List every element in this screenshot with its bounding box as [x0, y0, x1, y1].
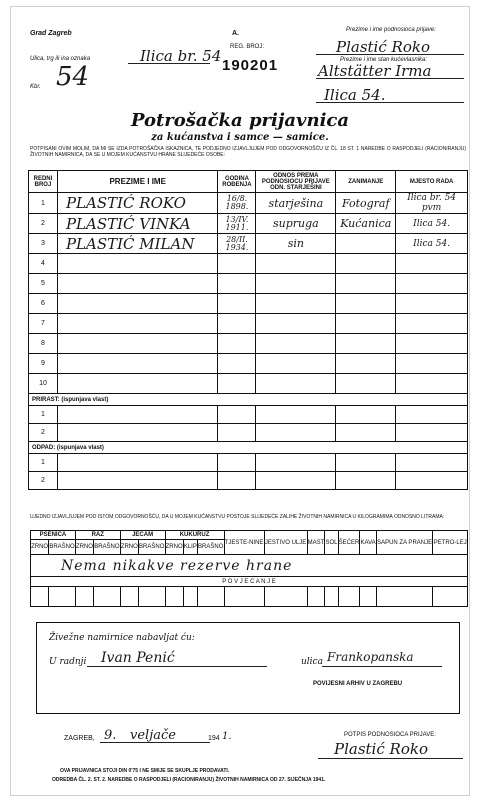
table-row [29, 214, 468, 234]
col-header-workplace: MJESTO RADA [396, 171, 468, 193]
table-row [29, 406, 468, 424]
stock-verify-values-row [31, 587, 468, 607]
member-workplace: Ilica 54. [396, 214, 468, 234]
stock-table [30, 530, 468, 607]
table-row [29, 374, 468, 394]
table-row [29, 454, 468, 472]
row-number: 10 [29, 374, 58, 394]
row-number: 9 [29, 354, 58, 374]
shopping-box [36, 622, 460, 714]
stock-sub-zrno: ZRNO [31, 540, 49, 555]
stock-sub-zrno: ZRNO [165, 540, 183, 555]
owner-value: Altstätter Irma [318, 62, 432, 80]
members-header-row [29, 171, 468, 193]
table-row [29, 424, 468, 442]
stock-col-secer: ŠEĆER [338, 531, 360, 555]
table-row [29, 234, 468, 254]
applicant-label: Prezime i ime podnosioca prijave: [346, 27, 436, 33]
city-label: Grad Zagreb [30, 30, 72, 37]
stock-group-raz: RAŽ [75, 531, 120, 540]
col-header-relation: ODNOS PREMA PODNOSIOCU PRIJAVE ODN. STARJEŠINI [256, 171, 336, 193]
owner-address: Ilica 54. [324, 86, 386, 104]
street-label: Ulica, trg ili ina oznaka [30, 56, 91, 62]
street-value: Ilica br. 54 [140, 47, 222, 65]
shop-label: U radnji [49, 657, 87, 667]
row-number: 1 [29, 406, 58, 424]
date-day: 9. [104, 728, 117, 743]
signature-rule [318, 758, 463, 759]
table-row [29, 334, 468, 354]
member-name: PLASTIĆ VINKA [57, 214, 218, 234]
intro-text: POTPISANI OVIM MOLIM, DA MI SE IZDA POTROŠAČKA ISKAZNICA, TE PODJEDNO IZJAVLJUJEM POD ODGOVORNOŠĆU IZ ČL. 18 ST. 1 NAREDBE O RASPODJELI (RACIONIRANJU) ŽIVOTNIH NAMIRNICA, DA SE U MOJEM KUĆANSTVU HRANE SLIJEDEĆE OSOBE: [30, 146, 466, 158]
table-row [29, 254, 468, 274]
shop-street-rule [322, 666, 442, 667]
row-number: 7 [29, 314, 58, 334]
row-number: 4 [29, 254, 58, 274]
footer-note-price: OVA PRIJAVNICA STOJI DIN 0'75 I NE SMIJE SE SKUPLJE PRODAVATI. [60, 768, 230, 774]
stock-col-sapun: SAPUN ZA PRANJE [376, 531, 433, 555]
date-month: veljače [130, 728, 176, 743]
stock-sub-brasno: BRAŠNO [49, 540, 76, 555]
stock-sub-brasno: BRAŠNO [197, 540, 224, 555]
table-row [29, 193, 468, 214]
stock-values-row [31, 555, 468, 577]
member-workplace: Ilica br. 54 pvm [396, 193, 468, 214]
member-name: PLASTIĆ MILAN [57, 234, 218, 254]
reg-label: REG. BROJ: [230, 44, 265, 50]
footer-place: ZAGREB, [64, 735, 95, 742]
members-table [28, 170, 468, 490]
shopping-label: Živežne namirnice nabavljat ću: [49, 633, 195, 643]
signature-value: Plastić Roko [334, 740, 428, 758]
member-workplace: Ilica 54. [396, 234, 468, 254]
table-row [29, 314, 468, 334]
stock-verify-row [31, 577, 468, 587]
floor-label: Kbr. [30, 84, 41, 90]
page-subtitle: za kućanstva i samce — samice. [151, 132, 329, 143]
arrival-header-row [29, 394, 468, 406]
table-row [29, 472, 468, 490]
row-number: 5 [29, 274, 58, 294]
archive-stamp: POVIJESNI ARHIV U ZAGREBU [313, 681, 403, 687]
stock-col-tjestenine: TJESTE-NINE [224, 531, 264, 555]
table-row [29, 294, 468, 314]
stock-col-petrolej: PETRO-LEJ [433, 531, 468, 555]
stock-col-sol: SOL [325, 531, 338, 555]
floor-value: 54 [56, 62, 90, 92]
stock-handwritten: Nema nikakve rezerve hrane [31, 555, 468, 577]
member-occupation [336, 234, 396, 254]
row-number: 2 [29, 214, 58, 234]
stock-verify-label: P O V J E C A N J E [31, 577, 468, 587]
letter-a: A. [232, 30, 239, 37]
applicant-value: Plastić Roko [336, 38, 430, 56]
row-number: 8 [29, 334, 58, 354]
member-year: 28/II. 1934. [218, 234, 256, 254]
departure-header-row [29, 442, 468, 454]
table-row [29, 354, 468, 374]
stock-group-row [31, 531, 468, 540]
signature-label: POTPIS PODNOSIOCA PRIJAVE: [344, 732, 436, 738]
stock-group-psenica: PŠENICA [31, 531, 76, 540]
page-title: Potrošačka prijavnica [130, 110, 350, 131]
stock-group-kukuruz: KUKURUZ [165, 531, 224, 540]
stock-intro: UJEDNO IZJAVLJUJEM POD ISTOM ODGOVORNOŠĆU, DA U MOJEM KUĆANSTVU POSTOJE SLIJEDEĆE ZALIHE ŽIVOTNIH NAMIRNICA U KILOGRAMIMA ODNOSNO LITRAMA: [30, 514, 445, 520]
member-occupation: Fotograf [336, 193, 396, 214]
stock-group-jecam: JEČAM [120, 531, 165, 540]
table-row [29, 274, 468, 294]
date-year-end: 1. [222, 731, 232, 742]
col-header-year: GODINA ROĐENJA [218, 171, 256, 193]
stock-sub-brasno: BRAŠNO [138, 540, 165, 555]
row-number: 1 [29, 454, 58, 472]
row-number: 6 [29, 294, 58, 314]
member-relation: supruga [256, 214, 336, 234]
row-number: 2 [29, 424, 58, 442]
member-relation: starješina [256, 193, 336, 214]
stock-col-ulje: JESTIVO ULJE [264, 531, 307, 555]
date-year: 194 [208, 735, 220, 742]
stock-sub-klip: KLIP [183, 540, 197, 555]
stock-sub-brasno: BRAŠNO [94, 540, 121, 555]
row-number: 1 [29, 193, 58, 214]
stock-sub-zrno: ZRNO [75, 540, 93, 555]
departure-label: ODPAD: (ispunjava vlast) [29, 442, 468, 454]
stock-col-kava: KAVA [360, 531, 376, 555]
arrival-label: PRIRAST: (ispunjava vlast) [29, 394, 468, 406]
col-header-occupation: ZANIMANJE [336, 171, 396, 193]
member-name: PLASTIĆ ROKO [57, 193, 218, 214]
owner-label: Prezime i ime stan kućevlasnika: [340, 57, 428, 63]
row-number: 2 [29, 472, 58, 490]
col-header-name: PREZIME I IME [57, 171, 218, 193]
shop-value: Ivan Penić [101, 650, 175, 666]
stock-col-mast: MAST [307, 531, 325, 555]
stock-sub-zrno: ZRNO [120, 540, 138, 555]
shop-street-label: ulica [301, 657, 323, 667]
reg-number: 190201 [222, 57, 279, 74]
col-header-number: REDNI BROJ [29, 171, 58, 193]
shop-street-value: Frankopanska [327, 650, 414, 664]
shop-rule [87, 666, 267, 667]
footer-note-law: ODREDBA ČL. 2. ST. 2. NAREDBE O RASPODJELI (RACIONIRANJU) ŽIVOTNIH NAMIRNICA OD 27. SIJEČNJA 1941. [52, 777, 326, 783]
member-occupation: Kućanica [336, 214, 396, 234]
member-relation: sin [256, 234, 336, 254]
row-number: 3 [29, 234, 58, 254]
member-year: 13/IV. 1911. [218, 214, 256, 234]
member-year: 16/8. 1898. [218, 193, 256, 214]
